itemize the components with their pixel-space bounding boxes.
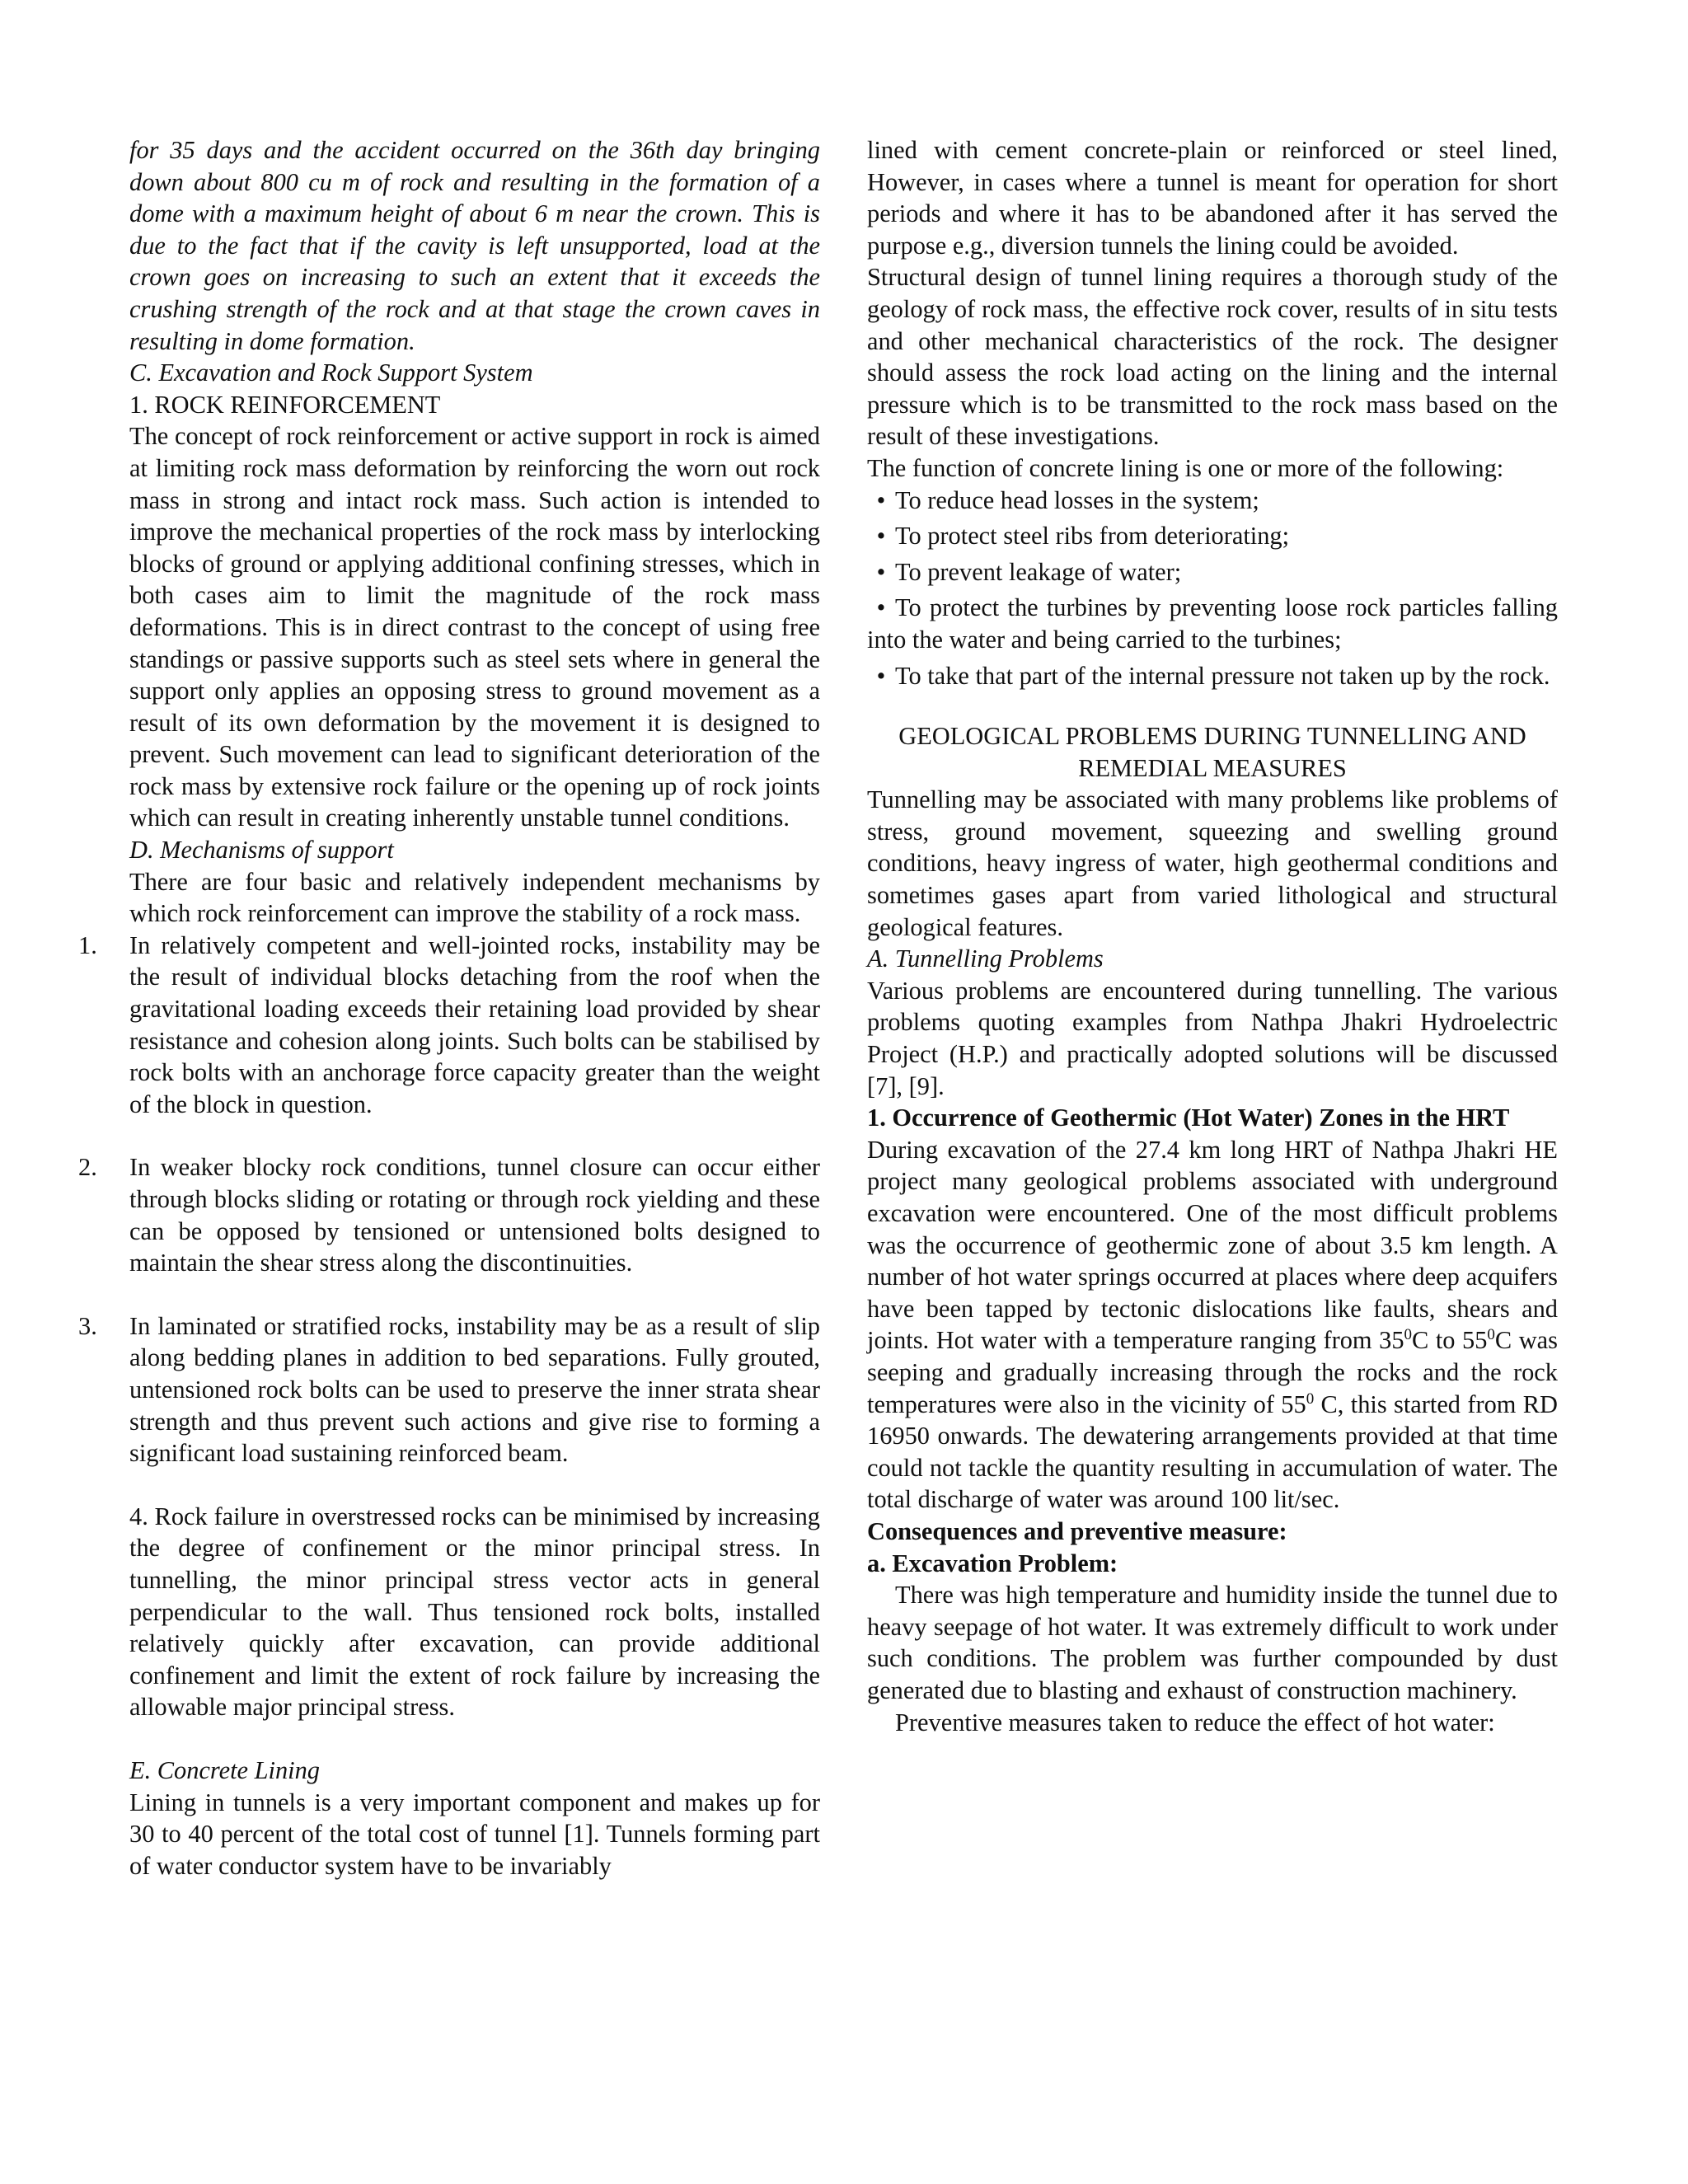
mechanism-item-2 bbox=[78, 1151, 820, 1278]
spacer bbox=[867, 696, 1558, 720]
spacer bbox=[129, 1469, 820, 1501]
section-c-heading: C. Excavation and Rock Support System bbox=[129, 359, 533, 387]
bullet-text: To reduce head losses in the system; bbox=[895, 485, 1259, 514]
mechanisms-intro-paragraph: There are four basic and relatively independent mechanisms by which rock reinforcement can improve the stability of a rock mass. bbox=[129, 867, 820, 928]
spacer bbox=[129, 1279, 820, 1310]
section-e-heading: E. Concrete Lining bbox=[129, 1755, 321, 1784]
bullet-icon: • bbox=[876, 522, 886, 551]
structural-design-paragraph: Structural design of tunnel lining requires a thorough study of the geology of rock mass, the effective rock cover, results of in situ tests and other mechanical characteristics of the rock. The designer should assess the rock load acting on the lining and the internal pressure which is to be transmitted to the rock mass based on the result of these investigations. bbox=[867, 263, 1558, 451]
bullet-text: To prevent leakage of water; bbox=[895, 557, 1182, 586]
consequences-heading: Consequences and preventive measure: bbox=[867, 1516, 1287, 1545]
tunnelling-problems-paragraph: Various problems are encountered during tunnelling. The various problems quoting examples from Nathpa Jhakri Hydroelectric Project (H.P.) and practically adopted solutions will be discussed [7], [9]. bbox=[867, 976, 1558, 1100]
mechanism-item-text: In laminated or stratified rocks, instability may be as a result of slip along bedding planes in addition to bed separations. Fully grouted, untensioned rock bolts can be used to preserve the inner strata shear strength and thus prevent such actions and give rise to forming a significant load sustaining reinforced beam. bbox=[129, 1311, 820, 1468]
bullet-icon: • bbox=[876, 661, 886, 690]
lining-continued-paragraph: lined with cement concrete-plain or reinforced or steel lined, However, in cases where a tunnel is meant for operation for short periods and where it has to be abandoned after it has served the purpose e.g., diversion tunnels the lining could be avoided. bbox=[867, 136, 1558, 260]
rock-reinforcement-heading: 1. ROCK REINFORCEMENT bbox=[129, 390, 441, 419]
mechanism-item-4: 4. Rock failure in overstressed rocks can be minimised by increasing the degree of confinement or the minor principal stress. In tunnelling, the minor principal stress vector acts in general perpendicular to the wall. Thus tensioned rock bolts, installed relatively quickly after excavation, can provide additional confinement and limit the extent of rock failure by increasing the allowable major principal stress. bbox=[129, 1502, 820, 1722]
intro-italic-paragraph: for 35 days and the accident occurred on the 36th day bringing down about 800 cu m of rock and resulting in the formation of a dome with a maximum height of about 6 m near the crown. This is due to the fact that if the cavity is left unsupported, load at the crown goes on increasing to such an extent that it exceeds the crushing strength of the rock and at that stage the crown caves in resulting in dome formation. bbox=[129, 136, 820, 355]
geothermic-text-part: C was seeping and gradually increasing through the rocks and the rock temperatures were also in the vicinity of 55 bbox=[867, 1326, 1558, 1418]
geological-problems-heading-line-2: REMEDIAL MEASURES bbox=[1078, 753, 1347, 782]
mechanism-item-number: 1. bbox=[78, 930, 97, 959]
bullet-item bbox=[867, 485, 1558, 517]
bullet-item bbox=[867, 660, 1558, 692]
section-a-heading: A. Tunnelling Problems bbox=[867, 944, 1104, 973]
degree-superscript: 0 bbox=[1487, 1326, 1495, 1344]
section-d-heading: D. Mechanisms of support bbox=[129, 836, 394, 865]
bullet-item bbox=[867, 556, 1558, 588]
rock-reinforcement-paragraph: The concept of rock reinforcement or active support in rock is aimed at limiting rock mass deformation by reinforcing the worn out rock mass in strong and intact rock mass. Such action is intended to improve the mechanical properties of the rock mass by interlocking blocks of ground or applying additional confining stresses, which in both cases aim to limit the magnitude of the rock mass deformations. This is in direct contrast to the concept of using free standings or passive supports such as steel sets where in general the support only applies an opposing stress to ground movement as a result of its own deformation by the movement it is designed to prevent. Such movement can lead to significant deterioration of the rock mass by extensive rock failure or the opening up of rock joints which can result in creating inherently unstable tunnel conditions. bbox=[129, 422, 820, 832]
bullet-icon: • bbox=[876, 557, 886, 586]
right-column bbox=[867, 134, 1558, 1738]
bullet-icon: • bbox=[876, 485, 886, 514]
degree-superscript: 0 bbox=[1306, 1390, 1315, 1408]
excavation-problem-paragraph: There was high temperature and humidity inside the tunnel due to heavy seepage of hot water. It was extremely difficult to work under such conditions. The problem was further compounded by dust generated due to blasting and exhaust of construction machinery. bbox=[867, 1581, 1558, 1704]
excavation-problem-heading: a. Excavation Problem: bbox=[867, 1549, 1118, 1577]
mechanism-item-1 bbox=[78, 930, 820, 1121]
mechanism-item-3 bbox=[78, 1310, 820, 1469]
geothermic-text-part: C, this started from RD 16950 onwards. The dewatering arrangements provided at that time could not tackle the quantity resulting in accumulation of water. The total discharge of water was around 100 lit/sec. bbox=[867, 1390, 1558, 1514]
left-column bbox=[78, 134, 820, 1882]
mechanism-item-text: In relatively competent and well-jointed rocks, instability may be the result of individual blocks detaching from the roof when the gravitational loading exceeds their retaining load provided by shear resistance and cohesion along joints. Such bolts can be stabilised by rock bolts with an anchorage force capacity greater than the weight of the block in question. bbox=[129, 930, 820, 1118]
mechanism-item-text: In weaker blocky rock conditions, tunnel closure can occur either through blocks sliding or rotating or through rock yielding and these can be opposed by tensioned or untensioned bolts designed to maintain the shear stress along the discontinuities. bbox=[129, 1153, 820, 1277]
geothermic-paragraph bbox=[867, 1134, 1558, 1516]
bullet-icon: • bbox=[876, 593, 886, 622]
degree-superscript: 0 bbox=[1404, 1326, 1413, 1344]
geothermic-text-part: During excavation of the 27.4 km long HRT of Nathpa Jhakri HE project many geological problems associated with underground excavation were encountered. One of the most difficult problems was the occurrence of geothermic zone of about 3.5 km length. A number of hot water springs occurred at places where deep acquifers have been tapped by tectonic dislocations like faults, shears and joints. Hot water with a temperature ranging from 35 bbox=[867, 1135, 1558, 1355]
bullet-text: To protect steel ribs from deteriorating; bbox=[895, 522, 1290, 551]
geological-problems-paragraph: Tunnelling may be associated with many problems like problems of stress, ground movement, squeezing and swelling ground conditions, heavy ingress of water, high geothermal conditions and sometimes gases apart from varied lithological and structural geological features. bbox=[867, 785, 1558, 941]
preventive-measures-paragraph: Preventive measures taken to reduce the effect of hot water: bbox=[895, 1708, 1495, 1736]
spacer bbox=[129, 1120, 820, 1151]
bullet-text: To protect the turbines by preventing loose rock particles falling into the water and being carried to the turbines; bbox=[867, 593, 1558, 654]
geothermic-text-part: C to 55 bbox=[1412, 1326, 1488, 1355]
lining-paragraph: Lining in tunnels is a very important component and makes up for 30 to 40 percent of the total cost of tunnel [1]. Tunnels forming part of water conductor system have to be invariably bbox=[129, 1788, 820, 1880]
geological-problems-heading-line-1: GEOLOGICAL PROBLEMS DURING TUNNELLING AND bbox=[898, 722, 1526, 751]
bullet-item bbox=[867, 592, 1558, 655]
bullet-text: To take that part of the internal pressure not taken up by the rock. bbox=[895, 661, 1550, 690]
function-intro-paragraph: The function of concrete lining is one or more of the following: bbox=[867, 453, 1504, 482]
mechanism-item-number: 2. bbox=[78, 1153, 97, 1182]
mechanism-item-number: 3. bbox=[78, 1311, 97, 1340]
geothermic-zones-heading: 1. Occurrence of Geothermic (Hot Water) Zones in the HRT bbox=[867, 1104, 1510, 1132]
spacer bbox=[129, 1723, 820, 1755]
bullet-item bbox=[867, 520, 1558, 552]
